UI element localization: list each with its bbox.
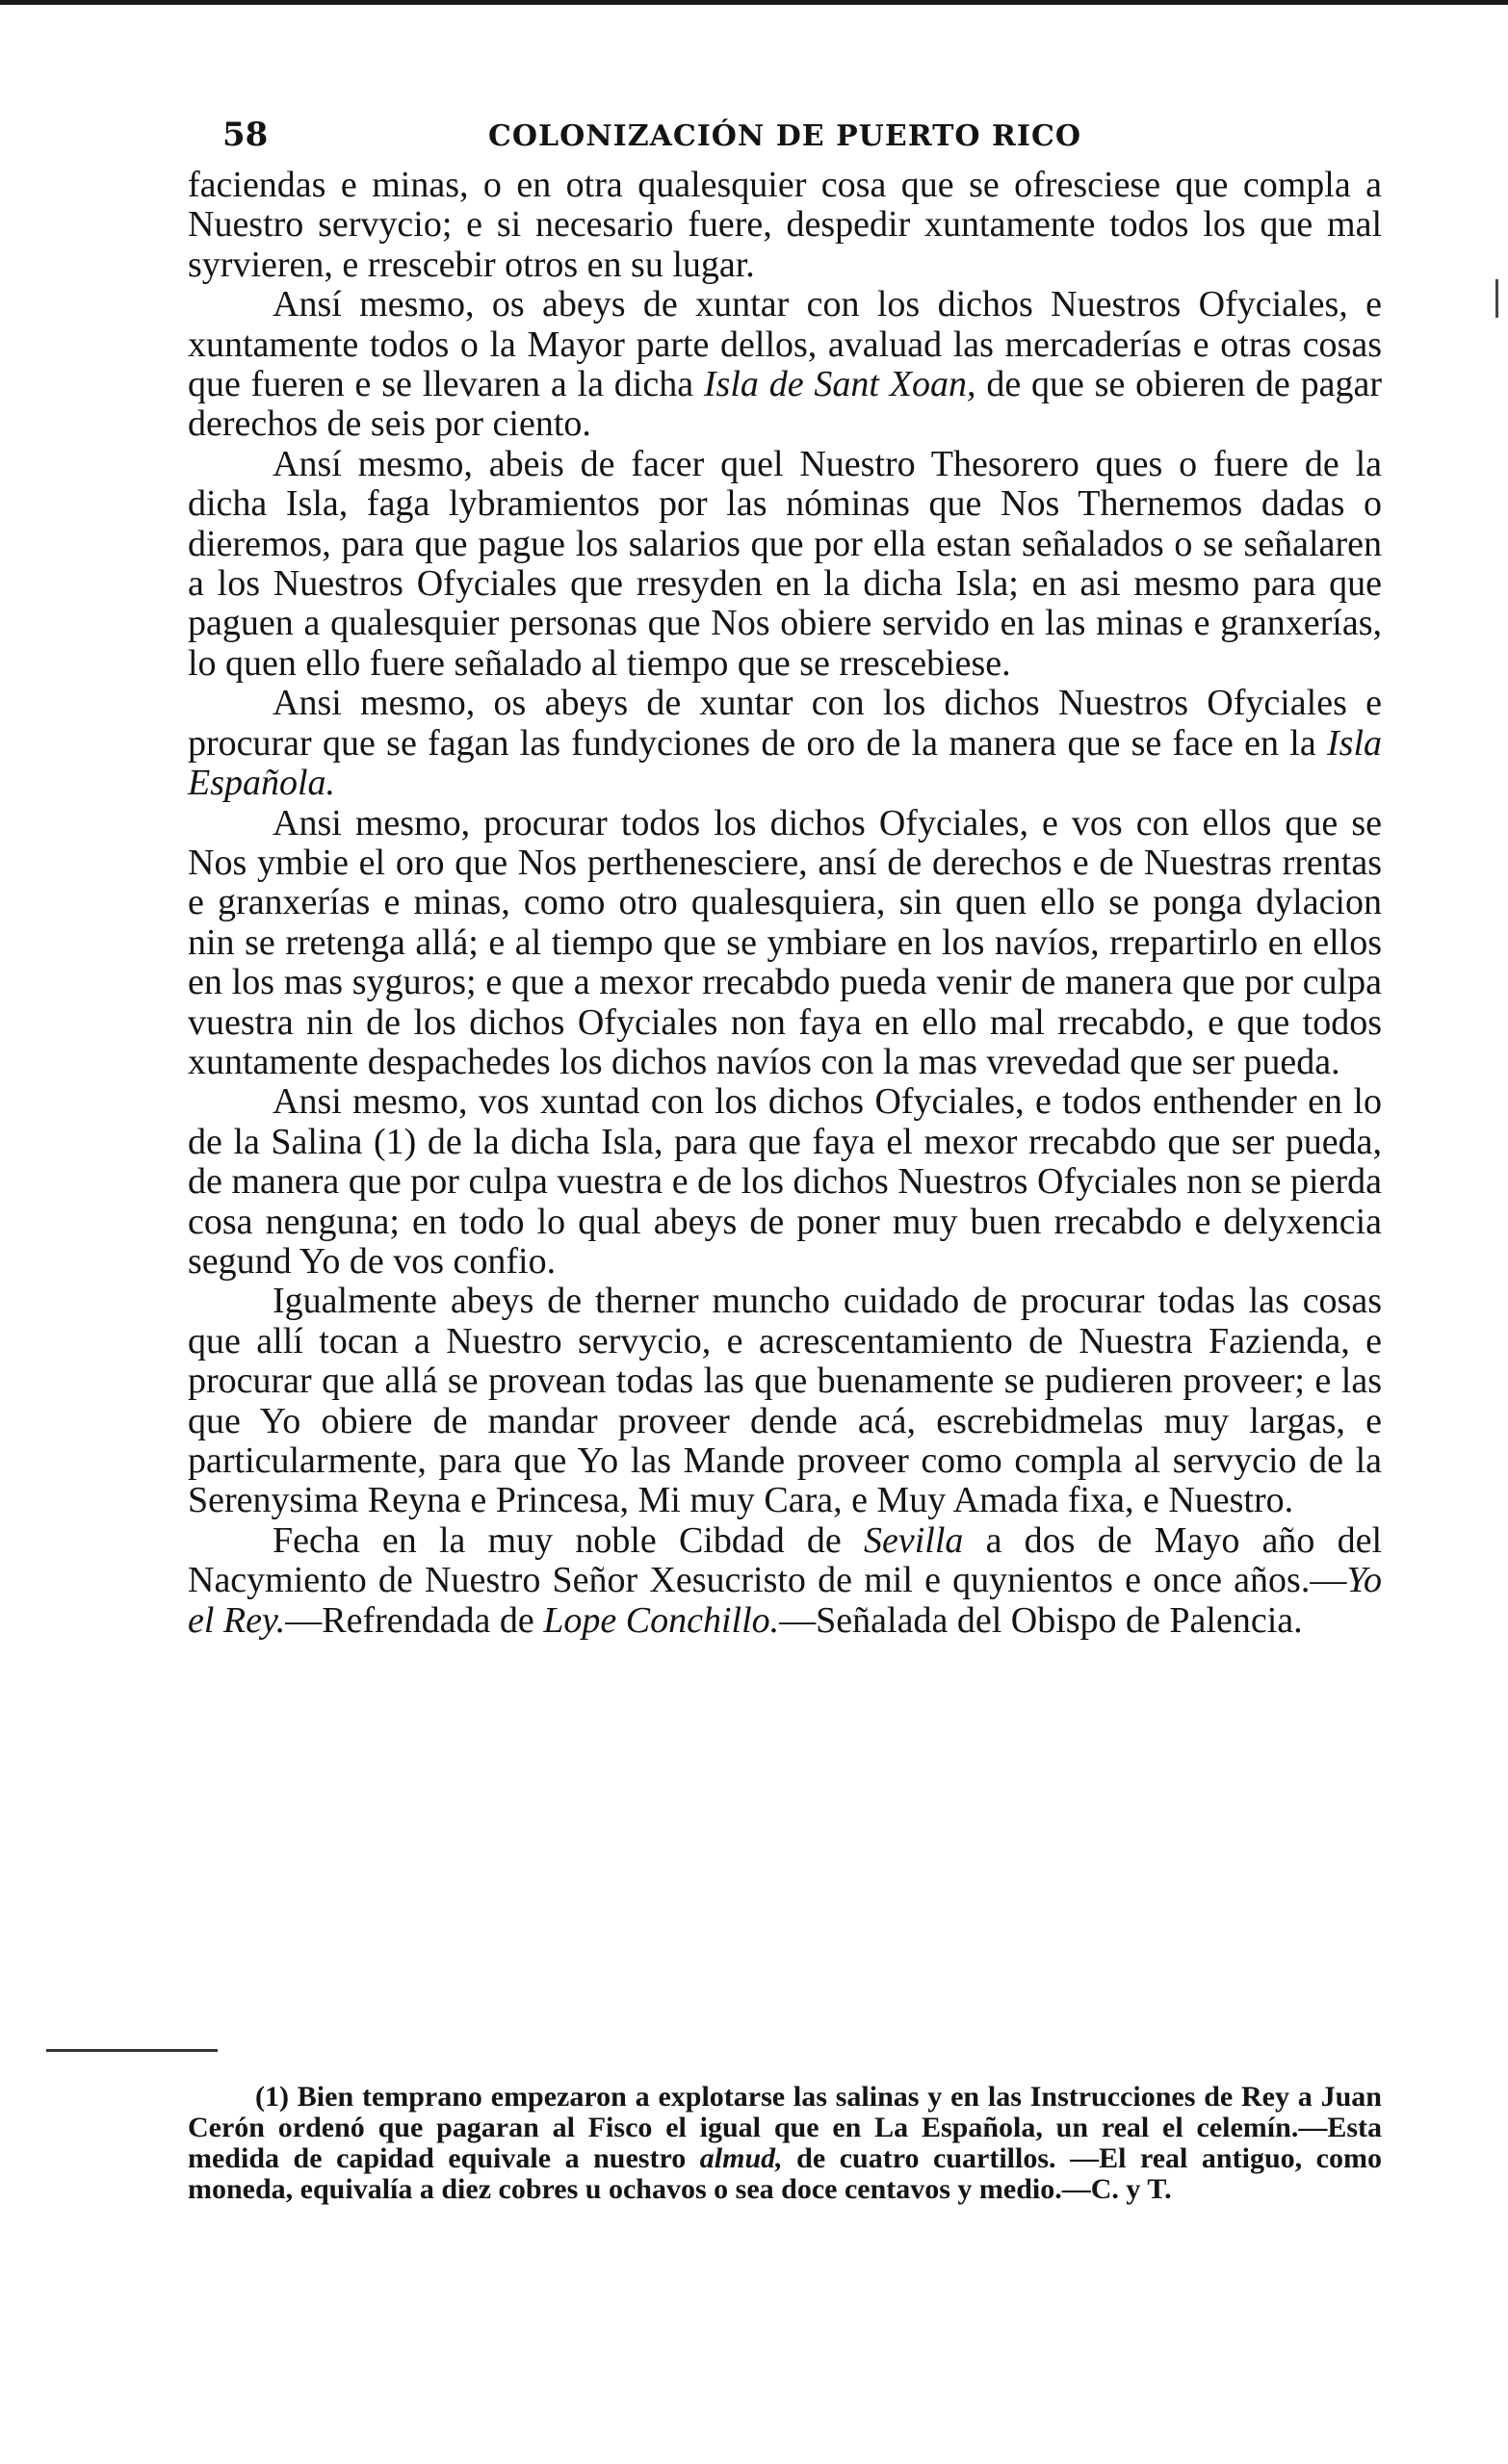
- paragraph-2-text: Ansí mesmo, os abeys de xuntar con los dichos Nuestros Ofyciales, e xuntamente todos o la Mayor parte dellos, avaluad las mercaderías e otras cosas que fueren e se llevaren a la dicha: [188, 284, 1382, 405]
- page-number: 58: [222, 116, 269, 154]
- signature-yo-el-rey: Yo el Rey.: [188, 1560, 1382, 1641]
- footnote: [188, 2082, 1382, 2205]
- paragraph-4-text: Ansi mesmo, os abeys de xuntar con los dichos Nuestros Ofyciales e procurar que se fagan las fundyciones de oro de la manera que se face en la: [188, 683, 1382, 764]
- place-name-isla-sant-xoan: Isla de Sant Xoan,: [703, 364, 976, 405]
- footnote-1: [188, 2082, 1382, 2205]
- paragraph-4: [188, 684, 1382, 803]
- place-name-isla-espanola: Isla Española.: [188, 722, 1382, 804]
- margin-mark: [1495, 279, 1498, 318]
- body-text: [188, 166, 1382, 1641]
- paragraph-8-date: a dos de Mayo año del Nacymiento de Nuestro Señor Xesucristo de mil e quynientos e once años.—: [188, 1519, 1383, 1601]
- city-name-sevilla: Sevilla: [863, 1519, 964, 1561]
- footnote-text-a: (1) Bien temprano empezaron a explotarse las salinas y en las Instrucciones de Rey a Juan Cerón ordenó que pagaran al Fisco el igual que en La Española, un real el celemín.—Esta medida de capidad equivale a nuestro: [188, 2081, 1382, 2174]
- paragraph-7: Igualmente abeys de therner muncho cuidado de procurar todas las cosas que allí tocan a Nuestro servycio, e acrescentamiento de Nuestra Fazienda, e procurar que allá se provean todas las que buenamente se pudieren proveer; e las que Yo obiere de mandar proveer dende acá, escrebidmelas muy largas, e particularmente, para que Yo las Mande proveer como compla al servycio de la Serenysima Reyna e Princesa, Mi muy Cara, e Muy Amada fixa, e Nuestro.: [188, 1281, 1382, 1521]
- paragraph-8-end: —Señalada del Obispo de Palencia.: [779, 1599, 1303, 1641]
- paragraph-1: faciendas e minas, o en otra qualesquier cosa que se ofresciese que compla a Nuestro servycio; e si necesario fuere, despedir xuntamente todos los que mal syrvieren, e rrescebir otros en su lugar.: [188, 165, 1382, 285]
- top-border-rule: [0, 0, 1508, 5]
- paragraph-2-tail: de que se obieren de pagar derechos de seis por ciento.: [188, 364, 1382, 445]
- footnote-almud: almud,: [699, 2142, 783, 2174]
- book-page: [188, 108, 1382, 1641]
- paragraph-6: Ansi mesmo, vos xuntad con los dichos Ofyciales, e todos enthender en lo de la Salina (1) de la dicha Isla, para que faya el mexor rrecabdo que ser pueda, de manera que por culpa vuestra e de los dichos Nuestros Ofyciales non se pierda cosa nenguna; en todo lo qual abeys de poner muy buen rrecabdo e delyxencia segund Yo de vos confio.: [188, 1081, 1382, 1282]
- paragraph-3: Ansí mesmo, abeis de facer quel Nuestro Thesorero ques o fuere de la dicha Isla, faga lybramientos por las nóminas que Nos Thernemos dadas o dieremos, para que pague los salarios que por ella estan señalados o se señalaren a los Nuestros Ofyciales que rresyden en la dicha Isla; en asi mesmo para que paguen a qualesquier personas que Nos obiere servido en las minas e granxerías, lo quen ello fuere señalado al tiempo que se rrescebiese.: [188, 443, 1382, 684]
- footnote-rule: [46, 2049, 218, 2052]
- paragraph-8-refrendada: —Refrendada de: [285, 1599, 544, 1641]
- running-head: [188, 108, 1382, 166]
- running-title: COLONIZACIÓN DE PUERTO RICO: [488, 119, 1081, 153]
- footnote-text-b: de cuatro cuartillos. —El real antiguo, como moneda, equivalía a diez cobres u ochavos o sea doce centavos y medio.—C. y T.: [188, 2142, 1382, 2205]
- paragraph-2: [188, 285, 1382, 445]
- paragraph-8: [188, 1521, 1382, 1641]
- paragraph-5: Ansi mesmo, procurar todos los dichos Ofyciales, e vos con ellos que se Nos ymbie el oro que Nos perthenesciere, ansí de derechos e de Nuestras rrentas e granxerías e minas, como otro qualesquiera, sin quen ello se ponga dylacion nin se rretenga allá; e al tiempo que se ymbiare en los navíos, rrepartirlo en ellos en los mas syguros; e que a mexor rrecabdo pueda venir de manera que por culpa vuestra nin de los dichos Ofyciales non faya en ello mal rrecabdo, e que todos xuntamente despachedes los dichos navíos con la mas vrevedad que ser pueda.: [188, 802, 1382, 1082]
- paragraph-8-text: Fecha en la muy noble Cibdad de: [273, 1519, 864, 1561]
- name-lope-conchillo: Lope Conchillo.: [543, 1599, 780, 1641]
